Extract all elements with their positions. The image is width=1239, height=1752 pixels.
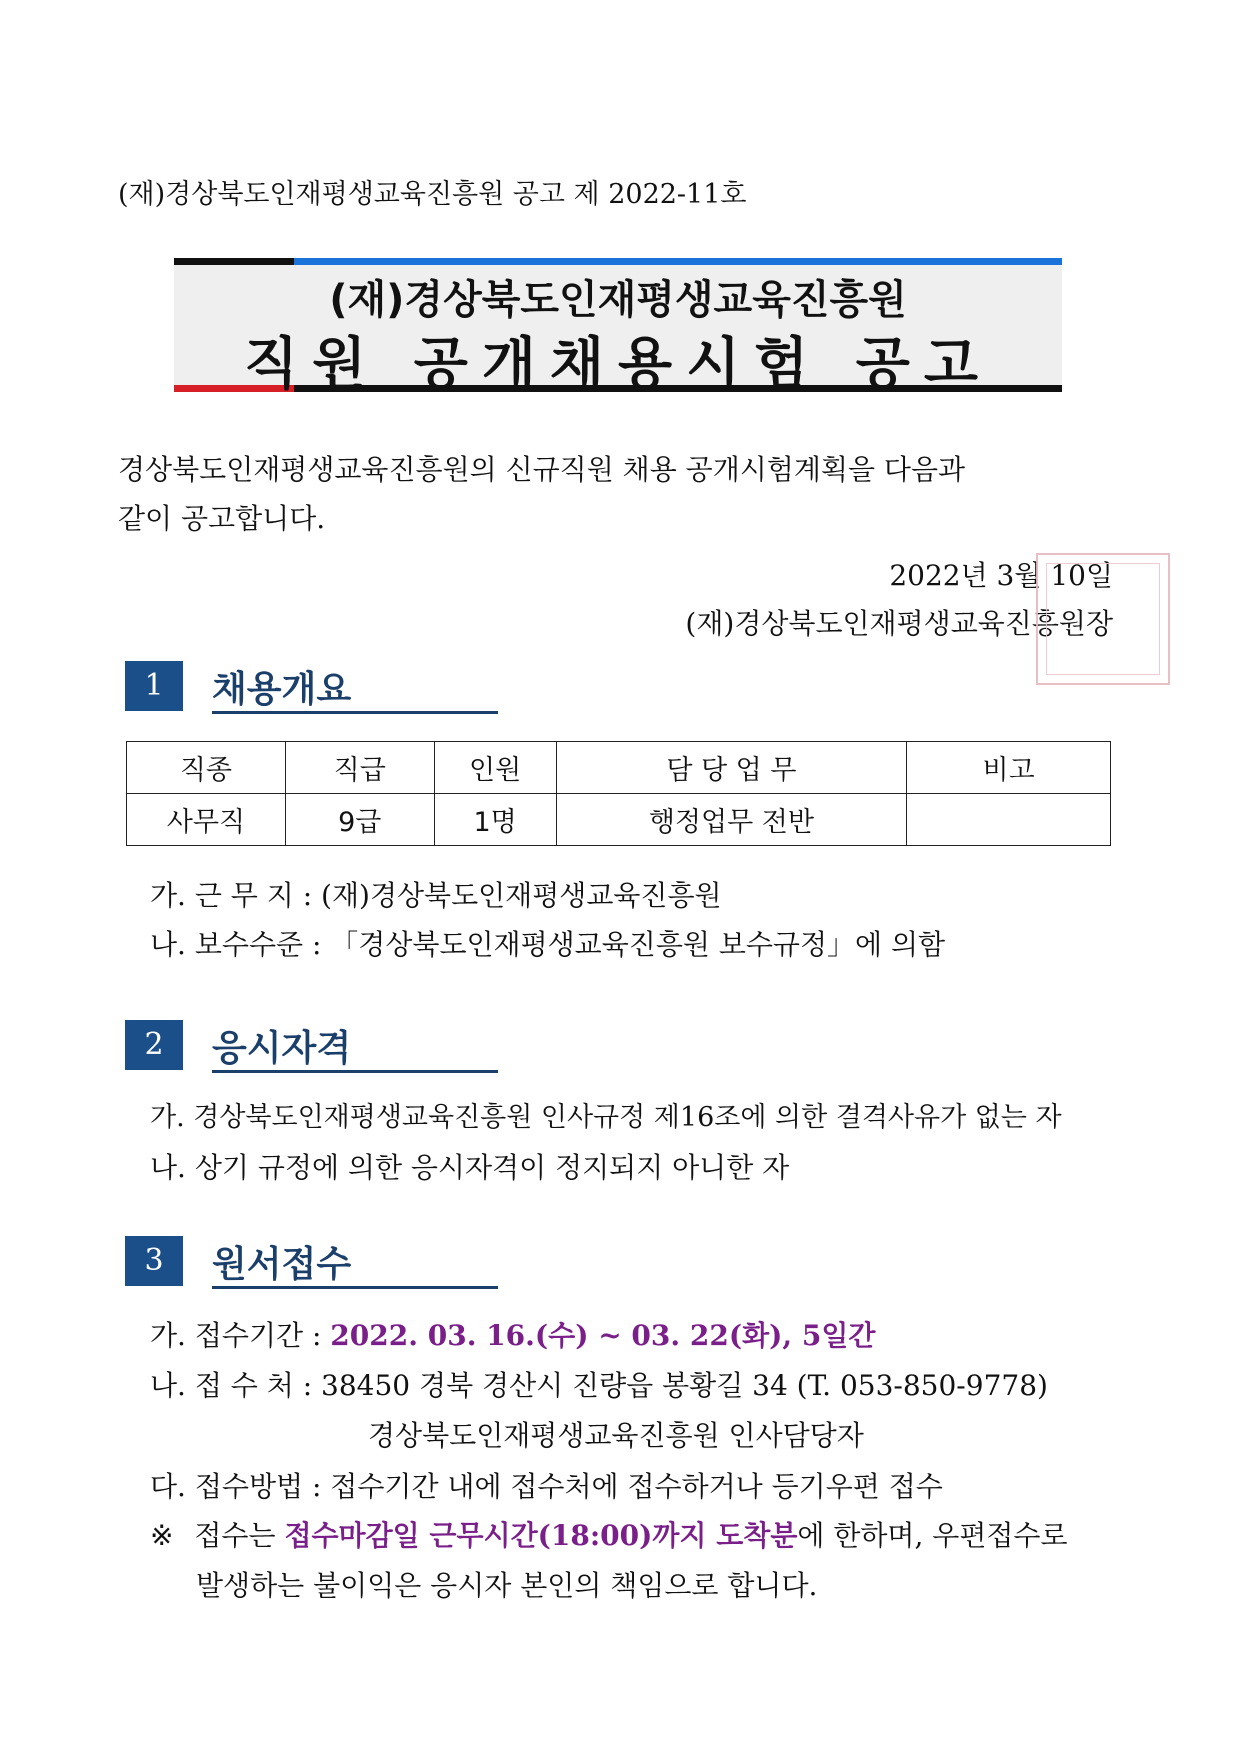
section-2-number: 2 bbox=[125, 1020, 183, 1070]
table-cell bbox=[907, 794, 1111, 846]
announcement-title: 직원 공개채용시험 공고 bbox=[244, 332, 992, 397]
table-row bbox=[127, 794, 1111, 846]
application-period bbox=[150, 1314, 875, 1354]
note-highlight: 접수마감일 근무시간(18:00)까지 도착분 bbox=[284, 1519, 798, 1552]
item-text: (재)경상북도인재평생교육진흥원 bbox=[321, 879, 722, 912]
intro-line-2: 같이 공고합니다. bbox=[118, 502, 326, 535]
application-address: 38450 경북 경산시 진량읍 봉황길 34 (T. 053-850-9778) bbox=[321, 1369, 1048, 1402]
table-header-cell: 직급 bbox=[285, 742, 434, 794]
item-text: 접수기간 내에 접수처에 접수하거나 등기우편 접수 bbox=[330, 1470, 943, 1503]
table-cell: 1명 bbox=[434, 794, 556, 846]
organization-title: (재)경상북도인재평생교육진흥원 bbox=[329, 277, 907, 323]
application-place bbox=[150, 1364, 1048, 1404]
item-label: 가. 접수기간 : bbox=[150, 1319, 322, 1352]
intro-line-1: 경상북도인재평생교육진흥원의 신규직원 채용 공개시험계획을 다음과 bbox=[118, 453, 966, 486]
note-mark: ※ bbox=[150, 1519, 174, 1552]
section-1-item bbox=[150, 923, 945, 963]
section-2-underline bbox=[212, 1070, 498, 1073]
table-header-cell: 직종 bbox=[127, 742, 286, 794]
section-2-item: 나. 상기 규정에 의한 응시자격이 정지되지 아니한 자 bbox=[150, 1151, 790, 1184]
section-1-title: 채용개요 bbox=[212, 669, 352, 710]
section-3-title: 원서접수 bbox=[212, 1244, 352, 1285]
title-top-bar-black bbox=[174, 258, 294, 265]
item-label: 나. 접 수 처 : bbox=[150, 1369, 313, 1402]
issuer-name: (재)경상북도인재평생교육진흥원장 bbox=[685, 607, 1113, 640]
announcement-date: 2022년 3월 10일 bbox=[889, 559, 1113, 592]
title-top-bar-blue bbox=[294, 258, 1062, 265]
section-2-item: 가. 경상북도인재평생교육진흥원 인사규정 제16조에 의한 결격사유가 없는 자 bbox=[150, 1102, 1062, 1133]
note-text: 에 한하며, 우편접수로 bbox=[797, 1519, 1068, 1552]
recruitment-table bbox=[126, 741, 1111, 846]
note-text: 접수는 bbox=[194, 1519, 276, 1552]
section-1-item bbox=[150, 874, 722, 914]
table-cell: 사무직 bbox=[127, 794, 286, 846]
table-header-cell: 비고 bbox=[907, 742, 1111, 794]
item-label: 다. 접수방법 : bbox=[150, 1470, 322, 1503]
table-header-row bbox=[127, 742, 1111, 794]
item-label: 나. 보수수준 : bbox=[150, 928, 322, 961]
official-seal-stamp bbox=[1036, 553, 1170, 685]
table-header-cell: 담 당 업 무 bbox=[556, 742, 907, 794]
table-cell: 행정업무 전반 bbox=[556, 794, 907, 846]
section-2-title: 응시자격 bbox=[212, 1028, 352, 1069]
section-3-underline bbox=[212, 1286, 498, 1289]
application-method bbox=[150, 1465, 943, 1505]
application-note bbox=[150, 1514, 1068, 1554]
item-text: 「경상북도인재평생교육진흥원 보수규정」에 의함 bbox=[330, 928, 946, 961]
section-3-number: 3 bbox=[125, 1236, 183, 1286]
section-1-underline bbox=[212, 711, 498, 714]
application-contact: 경상북도인재평생교육진흥원 인사담당자 bbox=[368, 1419, 864, 1452]
application-note-line-2: 발생하는 불이익은 응시자 본인의 책임으로 합니다. bbox=[196, 1569, 818, 1602]
table-header-cell: 인원 bbox=[434, 742, 556, 794]
notice-number: (재)경상북도인재평생교육진흥원 공고 제 2022-11호 bbox=[118, 179, 747, 210]
table-cell: 9급 bbox=[285, 794, 434, 846]
section-1-number: 1 bbox=[125, 661, 183, 711]
item-label: 가. 근 무 지 : bbox=[150, 879, 313, 912]
application-period-value: 2022. 03. 16.(수) ~ 03. 22(화), 5일간 bbox=[330, 1319, 876, 1352]
